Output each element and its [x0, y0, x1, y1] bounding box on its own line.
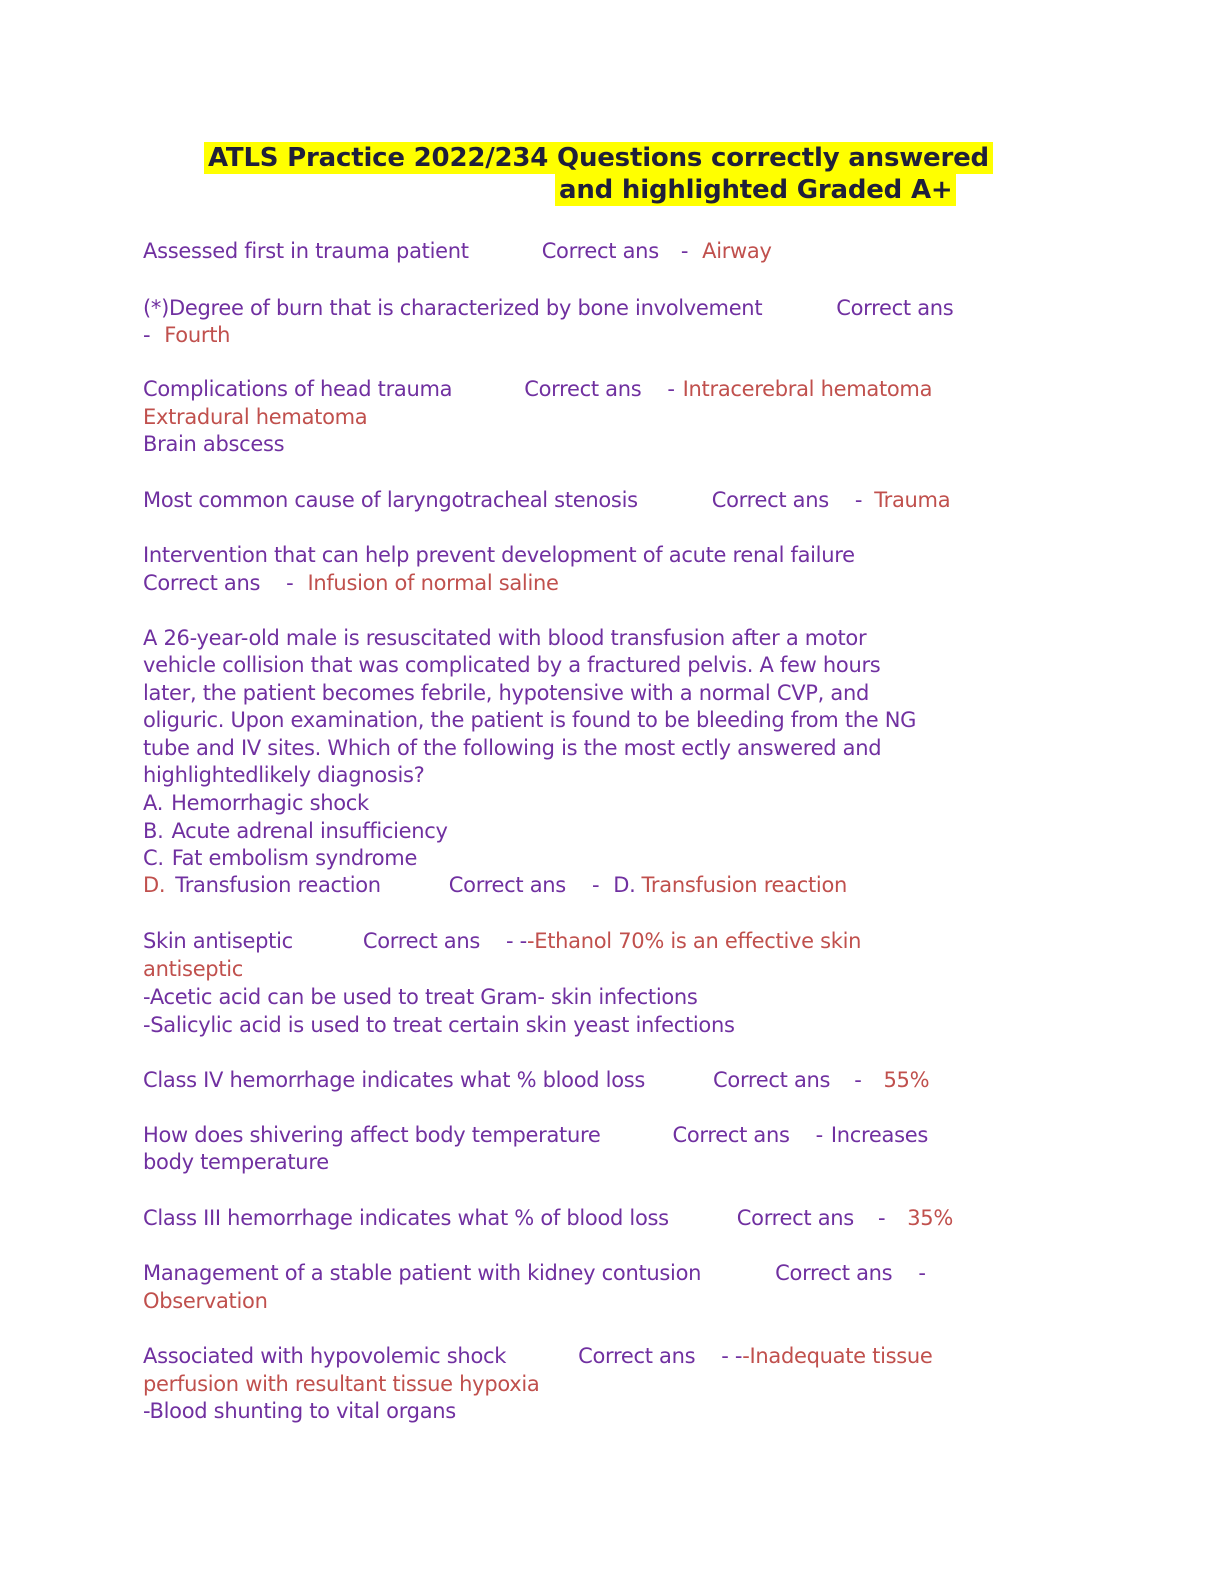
answer-continuation: antiseptic [143, 957, 244, 981]
separator: - - [506, 929, 527, 953]
answer-text: Observation [143, 1289, 268, 1313]
answer-text: Intracerebral hematoma [682, 377, 933, 401]
qa-item-head-trauma [143, 376, 932, 403]
qa-item-renal-answer [143, 570, 559, 597]
answer-prefix: D. [613, 873, 636, 897]
question-text: Associated with hypovolemic shock [143, 1344, 507, 1368]
correct-label: Correct ans [448, 873, 566, 897]
correct-label: Correct ans [143, 571, 261, 595]
qa-item-hypovolemic [143, 1343, 933, 1370]
answer-continuation: Extradural hematoma [143, 405, 368, 429]
case-line-5: tube and IV sites. Which of the following is the most ectly answered and [143, 736, 882, 760]
separator: - [286, 571, 294, 595]
answer-text: Transfusion reaction [641, 873, 848, 897]
correct-label: Correct ans [524, 377, 642, 401]
answer-text: Infusion of normal saline [307, 571, 559, 595]
answer-text: 55% [883, 1068, 930, 1092]
answer-text: Ethanol 70% is an effective skin [534, 929, 862, 953]
option-letter: B. [143, 819, 164, 843]
correct-label: Correct ans [541, 239, 659, 263]
separator: - [667, 377, 675, 401]
correct-label: Correct ans [775, 1261, 893, 1285]
option-text: Hemorrhagic shock [171, 791, 369, 815]
title-line-1: ATLS Practice 2022/234 Questions correctly answered [204, 142, 993, 174]
qa-item-renal-question: Intervention that can help prevent development of acute renal failure [143, 543, 855, 567]
correct-label: Correct ans [711, 488, 829, 512]
question-text: Management of a stable patient with kidney contusion [143, 1261, 702, 1285]
answer-text: Trauma [874, 488, 951, 512]
answer-dash: - [742, 1344, 750, 1368]
qa-item-shivering [143, 1122, 928, 1149]
separator: - [680, 239, 689, 263]
answer-text: Inadequate tissue [749, 1344, 933, 1368]
answer-text: 35% [907, 1206, 953, 1230]
option-letter: C. [143, 846, 164, 870]
qa-item-burn [143, 295, 953, 322]
option-letter: A. [143, 791, 164, 815]
correct-label: Correct ans [736, 1206, 854, 1230]
option-text: Transfusion reaction [175, 873, 381, 897]
separator: - [854, 1068, 862, 1092]
qa-item-class-iii [143, 1205, 953, 1232]
answer-text: Fourth [164, 323, 231, 347]
option-a [143, 790, 369, 817]
question-text: Class III hemorrhage indicates what % of blood loss [143, 1206, 669, 1230]
extra-line-2: -Salicylic acid is used to treat certain skin yeast infections [143, 1013, 735, 1037]
option-c [143, 845, 417, 872]
extra-line-1: -Acetic acid can be used to treat Gram- skin infections [143, 985, 698, 1009]
option-letter: D. [143, 873, 166, 897]
answer-text: Increases [830, 1123, 929, 1147]
separator: - [877, 1206, 886, 1230]
separator: - [143, 323, 151, 347]
correct-label: Correct ans [578, 1344, 696, 1368]
question-text: How does shivering affect body temperature [143, 1123, 601, 1147]
case-line-2: vehicle collision that was complicated by a fractured pelvis. A few hours [143, 653, 881, 677]
case-line-6: highlightedlikely diagnosis? [143, 763, 425, 787]
qa-item-antiseptic [143, 928, 861, 955]
case-line-4: oliguric. Upon examination, the patient is found to be bleeding from the NG [143, 708, 917, 732]
separator: - [815, 1123, 823, 1147]
separator: - [918, 1261, 926, 1285]
question-text: Complications of head trauma [143, 377, 453, 401]
option-text: Fat embolism syndrome [171, 846, 418, 870]
answer-text: Airway [702, 239, 772, 263]
title-line-2: and highlighted Graded A+ [555, 174, 956, 206]
qa-item-burn-answer [143, 322, 230, 349]
case-line-1: A 26-year-old male is resuscitated with blood transfusion after a motor [143, 626, 867, 650]
answer-continuation: perfusion with resultant tissue hypoxia [143, 1372, 540, 1396]
extra-text: Brain abscess [143, 432, 285, 456]
answer-continuation: body temperature [143, 1150, 329, 1174]
question-text: Class IV hemorrhage indicates what % blood loss [143, 1068, 646, 1092]
correct-label: Correct ans [836, 296, 954, 320]
correct-label: Correct ans [713, 1068, 831, 1092]
option-d [143, 872, 847, 899]
qa-item-kidney [143, 1260, 926, 1287]
separator: - - [721, 1344, 743, 1368]
qa-item-airway [143, 238, 772, 265]
question-text: Assessed first in trauma patient [143, 239, 469, 263]
extra-text: -Blood shunting to vital organs [143, 1399, 456, 1423]
option-b [143, 818, 448, 845]
correct-label: Correct ans [362, 929, 481, 953]
qa-item-class-iv [143, 1067, 929, 1094]
answer-dash: - [526, 929, 535, 953]
separator: - [591, 873, 600, 897]
separator: - [854, 488, 863, 512]
question-text: Skin antiseptic [143, 929, 293, 953]
qa-item-stenosis [143, 487, 950, 514]
question-text: (*)Degree of burn that is characterized by bone involvement [143, 296, 763, 320]
case-line-3: later, the patient becomes febrile, hypotensive with a normal CVP, and [143, 681, 869, 705]
correct-label: Correct ans [672, 1123, 790, 1147]
question-text: Most common cause of laryngotracheal stenosis [143, 488, 638, 512]
option-text: Acute adrenal insufficiency [171, 819, 448, 843]
